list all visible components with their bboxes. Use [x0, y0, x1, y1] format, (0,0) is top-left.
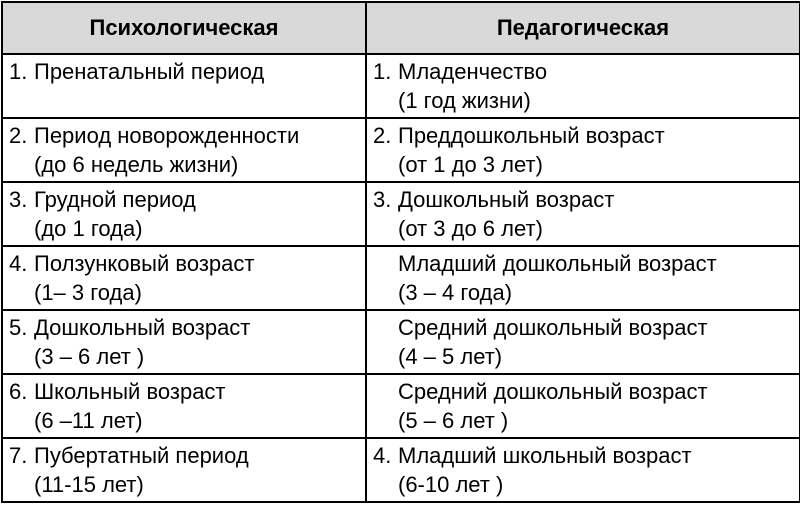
table-row — [2, 246, 800, 310]
ped-cell — [366, 182, 800, 246]
periodization-table — [1, 1, 800, 503]
psych-line1 — [9, 57, 359, 86]
ped-age-range: (6-10 лет ) — [398, 472, 504, 497]
ped-age-range: (3 – 4 года) — [398, 280, 513, 305]
psych-cell — [2, 310, 366, 374]
ped-line1 — [373, 377, 793, 406]
ped-age-range: (1 год жизни) — [398, 88, 531, 113]
psych-number: 4. — [9, 251, 28, 276]
ped-line1 — [373, 57, 793, 86]
ped-period-name: Средний дошкольный возраст — [398, 379, 708, 404]
table-row — [2, 118, 800, 182]
ped-line1 — [373, 249, 793, 278]
ped-age-range: (от 3 до 6 лет) — [398, 216, 543, 241]
psych-cell — [2, 374, 366, 438]
ped-cell — [366, 374, 800, 438]
psych-period-name: Ползунковый возраст — [34, 251, 255, 276]
psych-line1 — [9, 377, 359, 406]
psych-number: 5. — [9, 315, 28, 340]
psych-age-range: (1– 3 года) — [34, 280, 142, 305]
psych-period-name: Дошкольный возраст — [34, 315, 251, 340]
psych-number: 1. — [9, 59, 28, 84]
ped-period-name: Средний дошкольный возраст — [398, 315, 708, 340]
ped-line1 — [373, 185, 793, 214]
header-row — [2, 2, 800, 54]
table-row — [2, 374, 800, 438]
psych-cell — [2, 182, 366, 246]
psych-cell — [2, 118, 366, 182]
psych-cell — [2, 438, 366, 502]
psych-period-name: Грудной период — [34, 187, 196, 212]
psych-line1 — [9, 441, 359, 470]
ped-number: 2. — [373, 123, 392, 148]
psych-period-name: Пренатальный период — [34, 59, 265, 84]
psych-age-range: (до 1 года) — [34, 216, 143, 241]
ped-period-name: Младший дошкольный возраст — [398, 251, 717, 276]
psych-cell — [2, 246, 366, 310]
ped-line1 — [373, 313, 793, 342]
ped-cell — [366, 246, 800, 310]
table-row — [2, 310, 800, 374]
ped-period-name: Преддошкольный возраст — [398, 123, 665, 148]
psych-line1 — [9, 313, 359, 342]
psych-period-name: Период новорожденности — [34, 123, 300, 148]
psych-period-name: Школьный возраст — [34, 379, 226, 404]
psych-number: 7. — [9, 443, 28, 468]
table-row — [2, 54, 800, 118]
table-row — [2, 182, 800, 246]
ped-age-range: (от 1 до 3 лет) — [398, 152, 543, 177]
ped-period-name: Дошкольный возраст — [398, 187, 615, 212]
ped-number: 3. — [373, 187, 392, 212]
ped-cell — [366, 54, 800, 118]
ped-line1 — [373, 121, 793, 150]
psych-period-name: Пубертатный период — [34, 443, 249, 468]
psych-line1 — [9, 249, 359, 278]
table-row — [2, 438, 800, 502]
ped-number: 1. — [373, 59, 392, 84]
psych-age-range: (6 –11 лет) — [34, 408, 143, 433]
psych-line1 — [9, 185, 359, 214]
psych-cell — [2, 54, 366, 118]
ped-cell — [366, 118, 800, 182]
ped-number: 4. — [373, 443, 392, 468]
psych-number: 3. — [9, 187, 28, 212]
header-pedagogical: Педагогическая — [366, 2, 800, 54]
ped-cell — [366, 438, 800, 502]
psych-age-range: (до 6 недель жизни) — [34, 152, 239, 177]
psych-age-range: (3 – 6 лет ) — [34, 344, 145, 369]
psych-age-range: (11-15 лет) — [34, 472, 144, 497]
ped-cell — [366, 310, 800, 374]
ped-period-name: Младенчество — [398, 59, 548, 84]
ped-age-range: (5 – 6 лет ) — [398, 408, 509, 433]
ped-age-range: (4 – 5 лет) — [398, 344, 503, 369]
header-psychological: Психологическая — [2, 2, 366, 54]
ped-line1 — [373, 441, 793, 470]
psych-number: 2. — [9, 123, 28, 148]
psych-line1 — [9, 121, 359, 150]
ped-period-name: Младший школьный возраст — [398, 443, 692, 468]
psych-number: 6. — [9, 379, 28, 404]
